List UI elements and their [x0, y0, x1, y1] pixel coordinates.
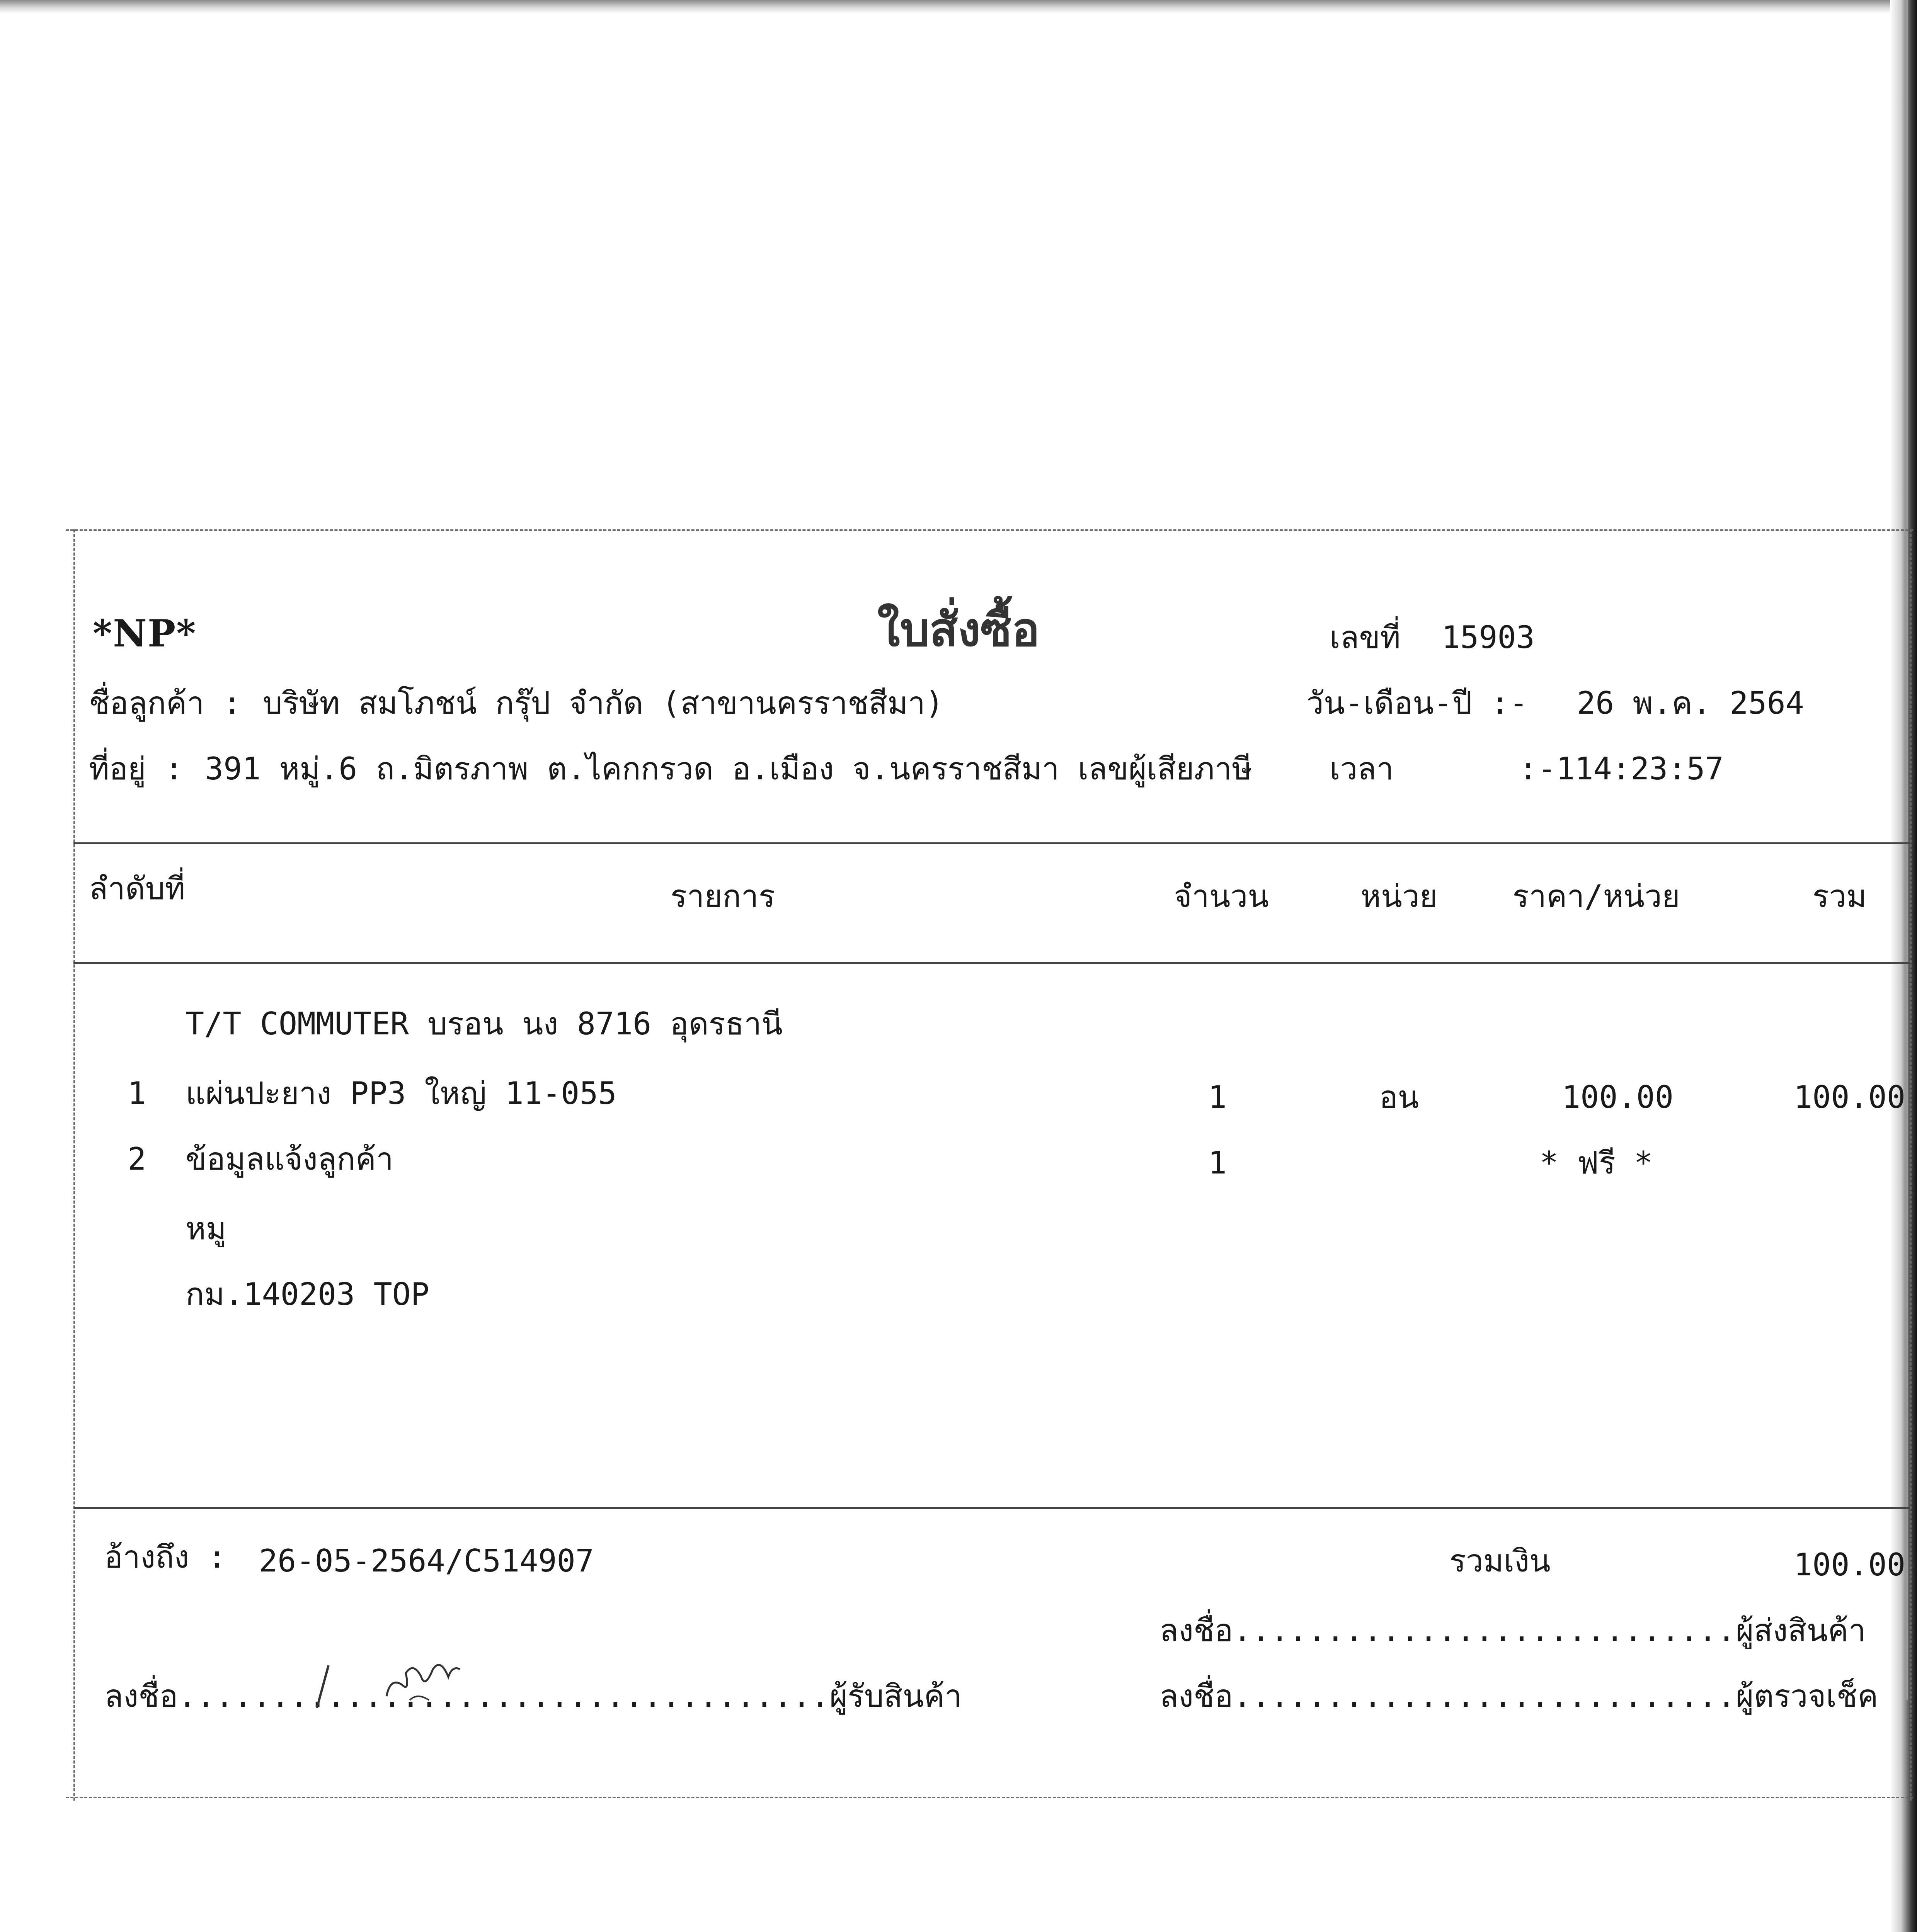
slip-border-top	[66, 529, 1913, 531]
document-title: ใบสั่งซื้อ	[877, 602, 1040, 657]
note-line-2: กม.140203 TOP	[186, 1276, 429, 1312]
reference-label: อ้างถึง :	[104, 1539, 226, 1575]
col-header-qty: จำนวน	[1173, 878, 1269, 914]
sum-label: รวมเงิน	[1449, 1543, 1551, 1579]
customer-name: บริษัท สมโภชน์ กรุ๊ป จำกัด (สาขานครราชสีมา)	[263, 685, 944, 721]
row-1-total: 100.00	[1794, 1079, 1905, 1115]
row-2-price: * ฟรี *	[1539, 1145, 1653, 1181]
checker-signature-line: ลงชื่อ...........................ผู้ตรวจเช็ค	[1159, 1678, 1878, 1714]
slip-border-right	[1910, 529, 1912, 1801]
col-header-total: รวม	[1812, 878, 1867, 914]
row-1-qty: 1	[1208, 1079, 1227, 1115]
receiver-signature-line: ลงชื่อ...................................ผู้รับสินค้า	[104, 1678, 962, 1714]
row-2-no: 2	[128, 1141, 146, 1177]
row-1-price: 100.00	[1562, 1079, 1674, 1115]
slip-border-left	[73, 529, 75, 1801]
col-header-price: ราคา/หน่วย	[1512, 878, 1680, 914]
row-2-qty: 1	[1208, 1145, 1227, 1181]
row-2-item: ข้อมูลแจ้งลูกค้า	[186, 1141, 393, 1177]
header-rule	[73, 842, 1910, 844]
store-code: *NP*	[93, 612, 197, 655]
row-1-item: แผ่นปะยาง PP3 ใหญ่ 11-055	[186, 1075, 617, 1111]
date-label: วัน-เดือน-ปี :-	[1306, 685, 1528, 721]
reference-value: 26-05-2564/C514907	[259, 1543, 594, 1579]
row-1-no: 1	[128, 1075, 146, 1111]
receiver-signature	[313, 1642, 475, 1719]
time-label: เวลา	[1330, 751, 1394, 787]
doc-no-label: เลขที่	[1330, 619, 1401, 655]
scan-edge-top	[0, 0, 1917, 14]
column-header-rule	[73, 962, 1910, 964]
date-value: 26 พ.ค. 2564	[1577, 685, 1804, 721]
address-label: ที่อยู่ :	[89, 751, 183, 787]
body-rule	[73, 1507, 1910, 1509]
address-value: 391 หมู่.6 ถ.มิตรภาพ ต.ไคกกรวด อ.เมือง จ.นครราชสีมา เลขผู้เสียภาษี	[205, 751, 1253, 787]
col-header-item: รายการ	[670, 878, 775, 914]
time-value: :-114:23:57	[1519, 751, 1724, 787]
slip-border-bottom	[66, 1797, 1913, 1798]
col-header-unit: หน่วย	[1360, 878, 1438, 914]
vehicle-line: T/T COMMUTER บรอน นง 8716 อุดรธานี	[186, 1006, 783, 1042]
purchase-order-slip	[66, 529, 1913, 1801]
customer-label: ชื่อลูกค้า :	[89, 685, 242, 721]
col-header-no: ลำดับที่	[89, 871, 186, 906]
row-1-unit: อน	[1379, 1079, 1419, 1115]
sender-signature-line: ลงชื่อ...........................ผู้ส่งสินค้า	[1159, 1612, 1866, 1648]
note-line-1: หมู	[186, 1211, 226, 1247]
sum-value: 100.00	[1794, 1547, 1905, 1583]
doc-no-value: 15903	[1442, 619, 1535, 655]
